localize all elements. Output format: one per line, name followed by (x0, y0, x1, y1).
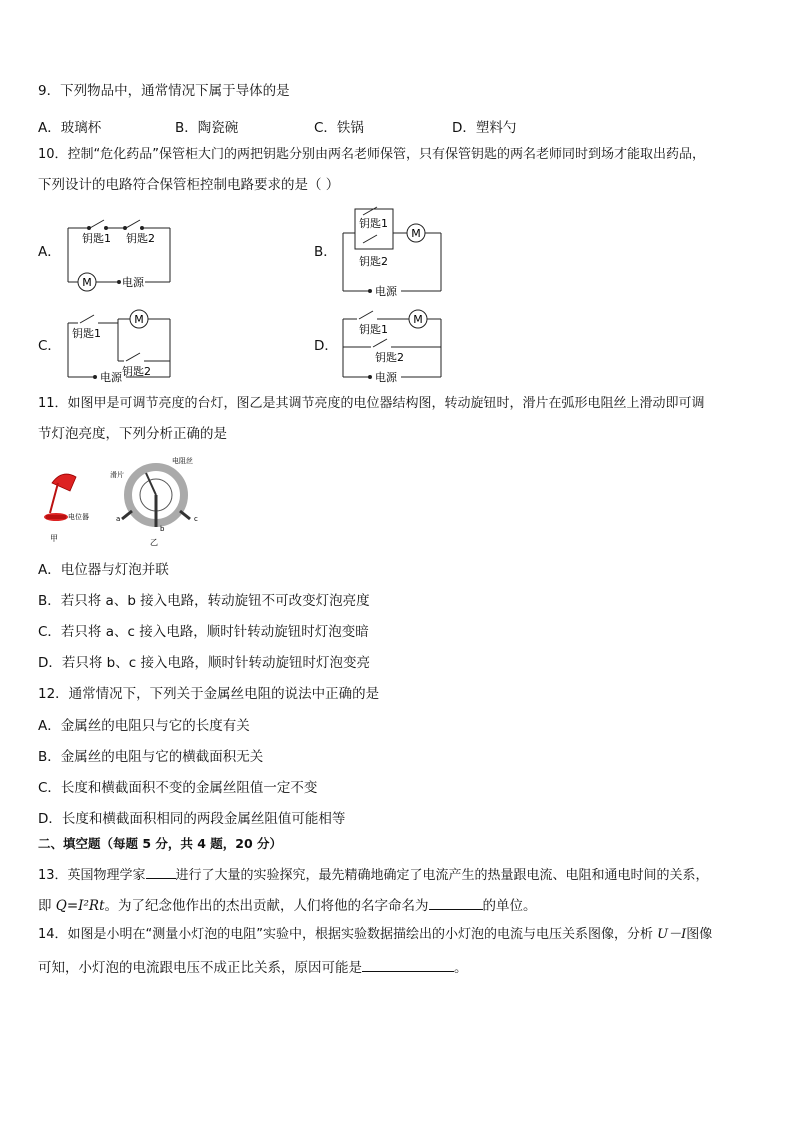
q13-text-b: 进行了大量的实验探究，最先精确地确定了电流产生的热量跟电流、电阻和通电时间的关系， (175, 868, 709, 883)
section-heading: 二、填空题（每题 5 分，共 4 题，20 分） (38, 836, 283, 851)
slider-label: 滑片 (110, 471, 124, 479)
key1-label: 钥匙1 (82, 232, 111, 245)
q12-option-a: A．金属丝的电阻只与它的长度有关 (38, 718, 250, 734)
q12-stem: 12．通常情况下，下列关于金属丝电阻的说法中正确的是 (38, 686, 380, 702)
motor-label: M (134, 313, 144, 326)
q13-blank-2[interactable] (429, 897, 483, 910)
circuit-diagram-a (60, 210, 180, 295)
q11-option-a: A．电位器与灯泡并联 (38, 562, 169, 578)
wire-label: 电阻丝 (172, 457, 193, 465)
key2-label: 钥匙2 (122, 365, 151, 378)
figure-yi-label: 乙 (150, 538, 158, 547)
q14-text-a: 14．如图是小明在“测量小灯泡的电阻”实验中，根据实验数据描绘出的小灯泡的电流与电压关系图像，分析 (38, 927, 658, 942)
q10-stem-line2: 下列设计的电路符合保管柜控制电路要求的是（ ） (38, 177, 340, 193)
q11-option-b: B．若只将 a、b 接入电路，转动旋钮不可改变灯泡亮度 (38, 593, 370, 609)
circuit-diagram-b (335, 203, 455, 303)
q11-option-d: D．若只将 b、c 接入电路，顺时针转动旋钮时灯泡变亮 (38, 655, 370, 671)
circuit-diagram-c (60, 305, 180, 387)
q14-text-d: 。 (454, 960, 468, 976)
q12-option-b: B．金属丝的电阻与它的横截面积无关 (38, 749, 264, 765)
power-label: 电源 (122, 276, 144, 289)
q13-blank-1[interactable] (146, 866, 176, 879)
key1-label: 钥匙1 (359, 217, 388, 230)
q11-stem-line2: 节灯泡亮度，下列分析正确的是 (38, 426, 227, 442)
q10-label-a: A． (38, 244, 61, 260)
q10-label-b: B． (314, 244, 337, 260)
motor-label: M (413, 313, 423, 326)
circuit-diagram-d (335, 305, 455, 387)
q12-option-d: D．长度和横截面积相同的两段金属丝阻值可能相等 (38, 811, 346, 827)
q13-text-d: 。为了纪念他作出的杰出贡献，人们将他的名字命名为 (104, 898, 429, 914)
q11-stem-line1: 11．如图甲是可调节亮度的台灯，图乙是其调节亮度的电位器结构图，转动旋钮时，滑片在弧形电阻丝上滑动即可调 (38, 396, 705, 411)
terminal-a-label: a (116, 515, 121, 523)
q13-text-e: 的单位。 (482, 898, 537, 914)
q9-option-d: D．塑料勺 (452, 120, 517, 136)
q11-figure (38, 455, 208, 550)
q13-line2 (38, 897, 537, 914)
key2-label: 钥匙2 (126, 232, 155, 245)
q9-option-a: A．玻璃杯 (38, 120, 102, 136)
q9-stem: 9．下列物品中，通常情况下属于导体的是 (38, 83, 290, 99)
key2-label: 钥匙2 (375, 351, 404, 364)
q9-option-c: C．铁锅 (314, 120, 364, 136)
power-label: 电源 (375, 371, 397, 384)
terminal-b-label: b (160, 525, 165, 533)
key1-label: 钥匙1 (72, 327, 101, 340)
q14-text-b: 图像 (686, 927, 713, 942)
q13-line1 (38, 866, 709, 882)
power-label: 电源 (375, 285, 397, 298)
q14-blank[interactable] (362, 959, 454, 972)
figure-jia-label: 甲 (50, 534, 58, 543)
q9-option-b: B．陶瓷碗 (175, 120, 239, 136)
terminal-c-label: c (194, 515, 198, 523)
q10-label-c: C． (38, 338, 61, 354)
q10-label-d: D． (314, 338, 338, 354)
q14-line2 (38, 959, 468, 976)
key2-label: 钥匙2 (359, 255, 388, 268)
q14-ui: U－I (657, 927, 687, 942)
q14-line1 (38, 928, 712, 941)
potentiometer-diagram (122, 467, 190, 527)
q14-text-c: 可知，小灯泡的电流跟电压不成正比关系，原因可能是 (38, 960, 362, 976)
q13-text-c: 即 (38, 898, 56, 914)
q13-text-a: 13．英国物理学家 (38, 868, 146, 883)
q10-stem-line1: 10．控制“危化药品”保管柜大门的两把钥匙分别由两名老师保管，只有保管钥匙的两名老师同时到场才能取出药品， (38, 147, 706, 162)
potentiometer-label: 电位器 (68, 513, 89, 521)
q12-option-c: C．长度和横截面积不变的金属丝阻值一定不变 (38, 780, 318, 796)
q11-option-c: C．若只将 a、c 接入电路，顺时针转动旋钮时灯泡变暗 (38, 624, 369, 640)
power-label: 电源 (100, 371, 122, 384)
motor-label: M (411, 227, 421, 240)
q13-formula: Q=I²Rt (55, 898, 105, 914)
key1-label: 钥匙1 (359, 323, 388, 336)
motor-label: M (82, 276, 92, 289)
